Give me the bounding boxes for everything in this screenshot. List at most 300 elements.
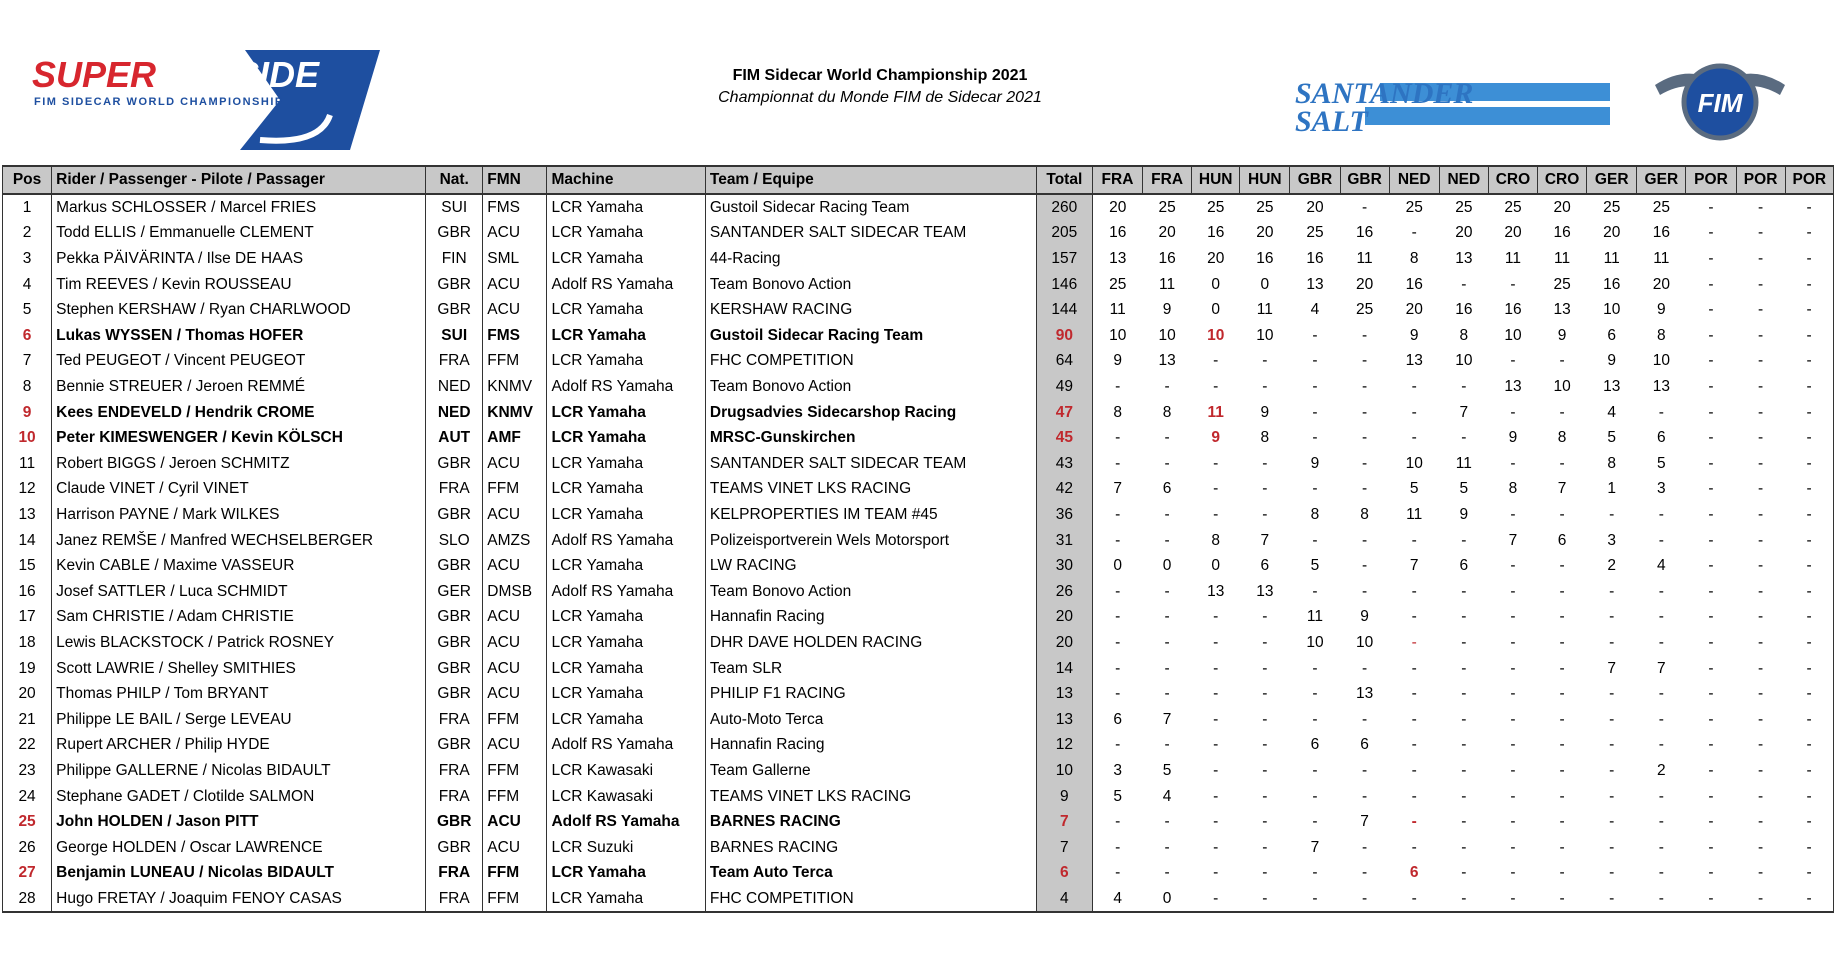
fmn-cell: FFM bbox=[483, 758, 547, 784]
logo-side-text: SIDE bbox=[235, 54, 320, 95]
race-result-cell: - bbox=[1411, 633, 1417, 651]
table-row bbox=[3, 681, 1834, 707]
race-result-cell: - bbox=[1758, 301, 1764, 319]
race-result-cell: - bbox=[1785, 194, 1833, 221]
race-result-cell: - bbox=[1312, 685, 1318, 703]
rider-cell: Stephane GADET / Clotilde SALMON bbox=[52, 783, 426, 809]
column-header: HUN bbox=[1192, 166, 1240, 194]
race-result-cell: - bbox=[1609, 685, 1615, 703]
race-result-cell: 20 bbox=[1158, 224, 1176, 242]
fmn-cell: FMS bbox=[483, 323, 547, 349]
race-result-cell: 9 bbox=[1211, 429, 1221, 447]
race-result-cell: - bbox=[1708, 250, 1714, 268]
race-result-cell: - bbox=[1262, 710, 1268, 728]
rider-cell: Philippe GALLERNE / Nicolas BIDAULT bbox=[52, 758, 426, 784]
team-cell: Gustoil Sidecar Racing Team bbox=[705, 323, 1036, 349]
race-result-cell: 10 bbox=[1207, 326, 1225, 344]
position-cell: 21 bbox=[3, 706, 52, 732]
race-result-cell: 25 bbox=[1109, 275, 1127, 293]
race-result-cell: - bbox=[1362, 761, 1368, 779]
race-result-cell: - bbox=[1262, 813, 1268, 831]
race-result-cell: - bbox=[1213, 710, 1219, 728]
race-result-cell: - bbox=[1461, 659, 1467, 677]
race-result-cell: - bbox=[1461, 582, 1467, 600]
race-result-cell: 20 bbox=[1652, 275, 1670, 293]
nation-cell: GBR bbox=[426, 451, 483, 477]
race-result-cell: - bbox=[1785, 323, 1833, 349]
race-result-cell: - bbox=[1461, 787, 1467, 805]
race-result-cell: 13 bbox=[1109, 250, 1127, 268]
fmn-cell: ACU bbox=[483, 630, 547, 656]
race-result-cell: - bbox=[1115, 608, 1121, 626]
race-result-cell: - bbox=[1785, 579, 1833, 605]
race-result-cell: - bbox=[1658, 685, 1664, 703]
position-cell: 7 bbox=[3, 348, 52, 374]
total-cell: 9 bbox=[1036, 783, 1092, 809]
race-result-cell: - bbox=[1461, 813, 1467, 831]
race-result-cell: 20 bbox=[1553, 198, 1571, 216]
total-cell: 13 bbox=[1036, 706, 1092, 732]
race-result-cell: - bbox=[1411, 429, 1417, 447]
race-result-cell: - bbox=[1758, 403, 1764, 421]
race-result-cell: - bbox=[1362, 531, 1368, 549]
race-result-cell: 25 bbox=[1405, 198, 1423, 216]
fmn-cell: ACU bbox=[483, 271, 547, 297]
machine-cell: LCR Yamaha bbox=[547, 604, 705, 630]
race-result-cell: 7 bbox=[1459, 403, 1469, 421]
race-result-cell: - bbox=[1461, 685, 1467, 703]
fmn-cell: ACU bbox=[483, 834, 547, 860]
race-result-cell: 6 bbox=[1409, 864, 1419, 882]
race-result-cell: - bbox=[1461, 608, 1467, 626]
column-header: FRA bbox=[1143, 166, 1192, 194]
rider-cell: Harrison PAYNE / Mark WILKES bbox=[52, 502, 426, 528]
race-result-cell: - bbox=[1192, 886, 1240, 913]
race-result-cell: - bbox=[1758, 864, 1764, 882]
race-result-cell: - bbox=[1362, 557, 1368, 575]
race-result-cell: - bbox=[1461, 710, 1467, 728]
race-result-cell: 20 bbox=[1455, 224, 1473, 242]
position-cell: 1 bbox=[3, 194, 52, 221]
race-result-cell: - bbox=[1312, 429, 1318, 447]
race-result-cell: - bbox=[1785, 860, 1833, 886]
race-result-cell: 11 bbox=[1159, 275, 1176, 293]
table-row bbox=[3, 323, 1834, 349]
table-row bbox=[3, 502, 1834, 528]
race-result-cell: - bbox=[1262, 838, 1268, 856]
race-result-cell: 25 bbox=[1504, 198, 1522, 216]
race-result-cell: - bbox=[1708, 454, 1714, 472]
team-cell: Team Bonovo Action bbox=[705, 271, 1036, 297]
race-result-cell: - bbox=[1164, 429, 1170, 447]
rider-cell: Peter KIMESWENGER / Kevin KÖLSCH bbox=[52, 425, 426, 451]
race-result-cell: - bbox=[1736, 886, 1785, 913]
race-result-cell: - bbox=[1658, 403, 1664, 421]
race-result-cell: - bbox=[1559, 633, 1565, 651]
race-result-cell: 7 bbox=[1360, 813, 1369, 831]
total-cell: 47 bbox=[1036, 399, 1092, 425]
race-result-cell: - bbox=[1559, 813, 1565, 831]
nation-cell: GER bbox=[426, 579, 483, 605]
race-result-cell: - bbox=[1461, 736, 1467, 754]
race-result-cell: - bbox=[1461, 275, 1467, 293]
race-result-cell: - bbox=[1510, 403, 1516, 421]
race-result-cell: - bbox=[1164, 659, 1170, 677]
race-result-cell: 9 bbox=[1557, 326, 1567, 344]
race-result-cell: 16 bbox=[1109, 224, 1127, 242]
race-result-cell: - bbox=[1785, 732, 1833, 758]
rider-cell: Scott LAWRIE / Shelley SMITHIES bbox=[52, 655, 426, 681]
fmn-cell: KNMV bbox=[483, 374, 547, 400]
fmn-cell: AMZS bbox=[483, 527, 547, 553]
race-result-cell: - bbox=[1658, 608, 1664, 626]
race-result-cell: 13 bbox=[1652, 378, 1670, 396]
race-result-cell: 16 bbox=[1207, 224, 1225, 242]
race-result-cell: - bbox=[1658, 582, 1664, 600]
race-result-cell: 25 bbox=[1603, 198, 1621, 216]
race-result-cell: 5 bbox=[1409, 480, 1419, 498]
team-cell: FHC COMPETITION bbox=[705, 348, 1036, 374]
race-result-cell: 16 bbox=[1553, 224, 1571, 242]
position-cell: 2 bbox=[3, 220, 52, 246]
rider-cell: Pekka PÄIVÄRINTA / Ilse DE HAAS bbox=[52, 246, 426, 272]
race-result-cell: 10 bbox=[1355, 633, 1374, 651]
race-result-cell: - bbox=[1785, 425, 1833, 451]
position-cell: 23 bbox=[3, 758, 52, 784]
race-result-cell: - bbox=[1609, 633, 1615, 651]
race-result-cell: - bbox=[1262, 685, 1268, 703]
total-cell: 42 bbox=[1036, 476, 1092, 502]
race-result-cell: - bbox=[1785, 553, 1833, 579]
race-result-cell: 4 bbox=[1607, 403, 1617, 421]
race-result-cell: - bbox=[1362, 659, 1368, 677]
race-result-cell: 20 bbox=[1504, 224, 1522, 242]
race-result-cell: 7 bbox=[1409, 557, 1419, 575]
position-cell: 20 bbox=[3, 681, 52, 707]
column-header: POR bbox=[1785, 166, 1833, 194]
race-result-cell: 20 bbox=[1306, 198, 1324, 216]
race-result-cell: - bbox=[1559, 454, 1565, 472]
race-result-cell: 8 bbox=[1508, 480, 1518, 498]
position-cell: 25 bbox=[3, 809, 52, 835]
column-header: Rider / Passenger - Pilote / Passager bbox=[52, 166, 426, 194]
race-result-cell: 7 bbox=[1162, 710, 1172, 728]
table-row bbox=[3, 194, 1834, 221]
nation-cell: NED bbox=[426, 374, 483, 400]
race-result-cell: 4 bbox=[1310, 301, 1320, 319]
race-result-cell: - bbox=[1461, 429, 1467, 447]
race-result-cell: - bbox=[1758, 557, 1764, 575]
rider-cell: Thomas PHILP / Tom BRYANT bbox=[52, 681, 426, 707]
race-result-cell: - bbox=[1658, 787, 1664, 805]
team-cell: Team Auto Terca bbox=[705, 860, 1036, 886]
machine-cell: LCR Yamaha bbox=[547, 502, 705, 528]
race-result-cell: - bbox=[1637, 886, 1686, 913]
race-result-cell: - bbox=[1312, 761, 1318, 779]
race-result-cell: - bbox=[1708, 531, 1714, 549]
fmn-cell: ACU bbox=[483, 809, 547, 835]
race-result-cell: - bbox=[1115, 736, 1121, 754]
race-result-cell: 11 bbox=[1109, 301, 1126, 319]
race-result-cell: - bbox=[1785, 374, 1833, 400]
race-result-cell: 9 bbox=[1310, 454, 1320, 472]
table-row bbox=[3, 374, 1834, 400]
machine-cell: LCR Yamaha bbox=[547, 630, 705, 656]
race-result-cell: - bbox=[1362, 326, 1368, 344]
race-result-cell: - bbox=[1758, 710, 1764, 728]
rider-cell: Benjamin LUNEAU / Nicolas BIDAULT bbox=[52, 860, 426, 886]
fmn-cell: ACU bbox=[483, 655, 547, 681]
position-cell: 16 bbox=[3, 579, 52, 605]
rider-cell: Hugo FRETAY / Joaquim FENOY CASAS bbox=[52, 886, 426, 913]
race-result-cell: 11 bbox=[1603, 250, 1620, 268]
race-result-cell: - bbox=[1785, 783, 1833, 809]
race-result-cell: - bbox=[1708, 352, 1714, 370]
race-result-cell: 3 bbox=[1113, 761, 1123, 779]
fmn-cell: FFM bbox=[483, 886, 547, 913]
race-result-cell: 0 bbox=[1260, 275, 1270, 293]
machine-cell: LCR Yamaha bbox=[547, 706, 705, 732]
fmn-cell: FFM bbox=[483, 783, 547, 809]
nation-cell: SUI bbox=[426, 323, 483, 349]
total-cell: 64 bbox=[1036, 348, 1092, 374]
superside-logo bbox=[30, 45, 390, 155]
race-result-cell: - bbox=[1708, 403, 1714, 421]
team-cell: BARNES RACING bbox=[705, 809, 1036, 835]
race-result-cell: - bbox=[1213, 506, 1219, 524]
race-result-cell: 2 bbox=[1657, 761, 1666, 779]
total-cell: 14 bbox=[1036, 655, 1092, 681]
race-result-cell: - bbox=[1164, 633, 1170, 651]
nation-cell: SLO bbox=[426, 527, 483, 553]
column-header: Nat. bbox=[426, 166, 483, 194]
race-result-cell: 25 bbox=[1256, 198, 1274, 216]
race-result-cell: - bbox=[1758, 224, 1764, 242]
team-cell: KERSHAW RACING bbox=[705, 297, 1036, 323]
team-cell: Polizeisportverein Wels Motorsport bbox=[705, 527, 1036, 553]
total-cell: 13 bbox=[1036, 681, 1092, 707]
race-result-cell: - bbox=[1312, 582, 1318, 600]
race-result-cell: - bbox=[1758, 480, 1764, 498]
race-result-cell: - bbox=[1115, 685, 1121, 703]
race-result-cell: - bbox=[1164, 506, 1170, 524]
machine-cell: Adolf RS Yamaha bbox=[547, 732, 705, 758]
race-result-cell: 9 bbox=[1657, 301, 1666, 319]
race-result-cell: - bbox=[1758, 326, 1764, 344]
race-result-cell: 5 bbox=[1459, 480, 1469, 498]
fmn-cell: FFM bbox=[483, 348, 547, 374]
race-result-cell: - bbox=[1461, 378, 1467, 396]
race-result-cell: - bbox=[1708, 582, 1714, 600]
race-result-cell: 16 bbox=[1405, 275, 1423, 293]
race-result-cell: - bbox=[1411, 761, 1417, 779]
race-result-cell: - bbox=[1411, 531, 1417, 549]
logo-super-text: SUPER bbox=[32, 54, 157, 95]
column-header: FRA bbox=[1092, 166, 1142, 194]
machine-cell: LCR Yamaha bbox=[547, 425, 705, 451]
column-header: GBR bbox=[1290, 166, 1340, 194]
race-result-cell: - bbox=[1312, 352, 1318, 370]
fmn-cell: FMS bbox=[483, 194, 547, 221]
santander-salt-logo bbox=[1295, 75, 1615, 135]
rider-cell: Lukas WYSSEN / Thomas HOFER bbox=[52, 323, 426, 349]
position-cell: 9 bbox=[3, 399, 52, 425]
race-result-cell: - bbox=[1708, 608, 1714, 626]
race-result-cell: - bbox=[1164, 736, 1170, 754]
fmn-cell: ACU bbox=[483, 604, 547, 630]
race-result-cell: - bbox=[1411, 378, 1417, 396]
table-row bbox=[3, 451, 1834, 477]
race-result-cell: 6 bbox=[1459, 557, 1469, 575]
race-result-cell: - bbox=[1559, 403, 1565, 421]
team-cell: TEAMS VINET LKS RACING bbox=[705, 476, 1036, 502]
race-result-cell: - bbox=[1658, 506, 1664, 524]
team-cell: LW RACING bbox=[705, 553, 1036, 579]
race-result-cell: 25 bbox=[1158, 198, 1176, 216]
team-cell: Team SLR bbox=[705, 655, 1036, 681]
race-result-cell: - bbox=[1510, 838, 1516, 856]
fmn-cell: FFM bbox=[483, 706, 547, 732]
race-result-cell: - bbox=[1213, 838, 1219, 856]
race-result-cell: - bbox=[1758, 582, 1764, 600]
race-result-cell: - bbox=[1362, 198, 1368, 216]
team-cell: PHILIP F1 RACING bbox=[705, 681, 1036, 707]
rider-cell: Bennie STREUER / Jeroen REMMÉ bbox=[52, 374, 426, 400]
position-cell: 28 bbox=[3, 886, 52, 913]
race-result-cell: - bbox=[1262, 787, 1268, 805]
race-result-cell: - bbox=[1758, 761, 1764, 779]
race-result-cell: 20 bbox=[1207, 250, 1225, 268]
nation-cell: NED bbox=[426, 399, 483, 425]
race-result-cell: - bbox=[1708, 378, 1714, 396]
position-cell: 14 bbox=[3, 527, 52, 553]
machine-cell: LCR Yamaha bbox=[547, 886, 705, 913]
race-result-cell: - bbox=[1559, 582, 1565, 600]
race-result-cell: - bbox=[1262, 864, 1268, 882]
position-cell: 27 bbox=[3, 860, 52, 886]
race-result-cell: 20 bbox=[1355, 275, 1374, 293]
race-result-cell: - bbox=[1609, 838, 1615, 856]
column-header: CRO bbox=[1488, 166, 1537, 194]
race-result-cell: - bbox=[1609, 506, 1615, 524]
race-result-cell: - bbox=[1686, 886, 1736, 913]
machine-cell: LCR Yamaha bbox=[547, 476, 705, 502]
race-result-cell: 16 bbox=[1256, 250, 1274, 268]
total-cell: 26 bbox=[1036, 579, 1092, 605]
race-result-cell: - bbox=[1262, 633, 1268, 651]
race-result-cell: - bbox=[1262, 352, 1268, 370]
race-result-cell: 20 bbox=[1405, 301, 1423, 319]
race-result-cell: - bbox=[1609, 761, 1615, 779]
race-result-cell: - bbox=[1510, 582, 1516, 600]
table-row bbox=[3, 783, 1834, 809]
fmn-cell: FFM bbox=[483, 476, 547, 502]
race-result-cell: - bbox=[1115, 813, 1121, 831]
race-result-cell: 16 bbox=[1652, 224, 1670, 242]
race-result-cell: - bbox=[1164, 864, 1170, 882]
race-result-cell: - bbox=[1164, 838, 1170, 856]
race-result-cell: - bbox=[1213, 378, 1219, 396]
rider-cell: Ted PEUGEOT / Vincent PEUGEOT bbox=[52, 348, 426, 374]
nation-cell: GBR bbox=[426, 604, 483, 630]
rider-cell: Lewis BLACKSTOCK / Patrick ROSNEY bbox=[52, 630, 426, 656]
race-result-cell: - bbox=[1559, 838, 1565, 856]
race-result-cell: - bbox=[1510, 352, 1516, 370]
nation-cell: GBR bbox=[426, 732, 483, 758]
table-row bbox=[3, 527, 1834, 553]
race-result-cell: 10 bbox=[1553, 378, 1571, 396]
column-header: GER bbox=[1587, 166, 1637, 194]
table-row bbox=[3, 553, 1834, 579]
race-result-cell: - bbox=[1708, 659, 1714, 677]
race-result-cell: - bbox=[1115, 633, 1121, 651]
machine-cell: Adolf RS Yamaha bbox=[547, 527, 705, 553]
race-result-cell: - bbox=[1213, 659, 1219, 677]
race-result-cell: 5 bbox=[1657, 454, 1666, 472]
standings-table bbox=[2, 165, 1834, 913]
nation-cell: SUI bbox=[426, 194, 483, 221]
race-result-cell: 16 bbox=[1603, 275, 1621, 293]
race-result-cell: - bbox=[1785, 630, 1833, 656]
rider-cell: Tim REEVES / Kevin ROUSSEAU bbox=[52, 271, 426, 297]
rider-cell: Claude VINET / Cyril VINET bbox=[52, 476, 426, 502]
team-cell: Hannafin Racing bbox=[705, 732, 1036, 758]
race-result-cell: - bbox=[1362, 864, 1368, 882]
race-result-cell: - bbox=[1262, 480, 1268, 498]
race-result-cell: 20 bbox=[1109, 198, 1127, 216]
race-result-cell: - bbox=[1658, 838, 1664, 856]
position-cell: 11 bbox=[3, 451, 52, 477]
column-header: POR bbox=[1736, 166, 1785, 194]
table-row bbox=[3, 758, 1834, 784]
table-row bbox=[3, 220, 1834, 246]
race-result-cell: 6 bbox=[1260, 557, 1270, 575]
table-row bbox=[3, 732, 1834, 758]
page-title: FIM Sidecar World Championship 2021 bbox=[732, 67, 1028, 84]
page-subtitle: Championnat du Monde FIM de Sidecar 2021 bbox=[718, 89, 1042, 106]
position-cell: 8 bbox=[3, 374, 52, 400]
race-result-cell: - bbox=[1708, 838, 1714, 856]
race-result-cell: - bbox=[1411, 582, 1417, 600]
race-result-cell: - bbox=[1164, 531, 1170, 549]
race-result-cell: - bbox=[1587, 886, 1637, 913]
race-result-cell: - bbox=[1758, 531, 1764, 549]
race-result-cell: 13 bbox=[1158, 352, 1176, 370]
position-cell: 22 bbox=[3, 732, 52, 758]
race-result-cell: 10 bbox=[1405, 454, 1423, 472]
nation-cell: FRA bbox=[426, 476, 483, 502]
race-result-cell: - bbox=[1758, 454, 1764, 472]
race-result-cell: 13 bbox=[1207, 582, 1225, 600]
race-result-cell: - bbox=[1785, 655, 1833, 681]
race-result-cell: 5 bbox=[1162, 761, 1172, 779]
race-result-cell: 11 bbox=[1554, 250, 1571, 268]
race-result-cell: - bbox=[1312, 813, 1318, 831]
race-result-cell: - bbox=[1213, 736, 1219, 754]
race-result-cell: 11 bbox=[1207, 403, 1224, 421]
race-result-cell: - bbox=[1510, 710, 1516, 728]
race-result-cell: - bbox=[1461, 761, 1467, 779]
race-result-cell: - bbox=[1488, 886, 1537, 913]
race-result-cell: 11 bbox=[1256, 301, 1273, 319]
total-cell: 49 bbox=[1036, 374, 1092, 400]
race-result-cell: - bbox=[1290, 886, 1340, 913]
fmn-cell: KNMV bbox=[483, 399, 547, 425]
race-result-cell: - bbox=[1262, 659, 1268, 677]
position-cell: 3 bbox=[3, 246, 52, 272]
race-result-cell: 8 bbox=[1557, 429, 1567, 447]
race-result-cell: - bbox=[1758, 838, 1764, 856]
